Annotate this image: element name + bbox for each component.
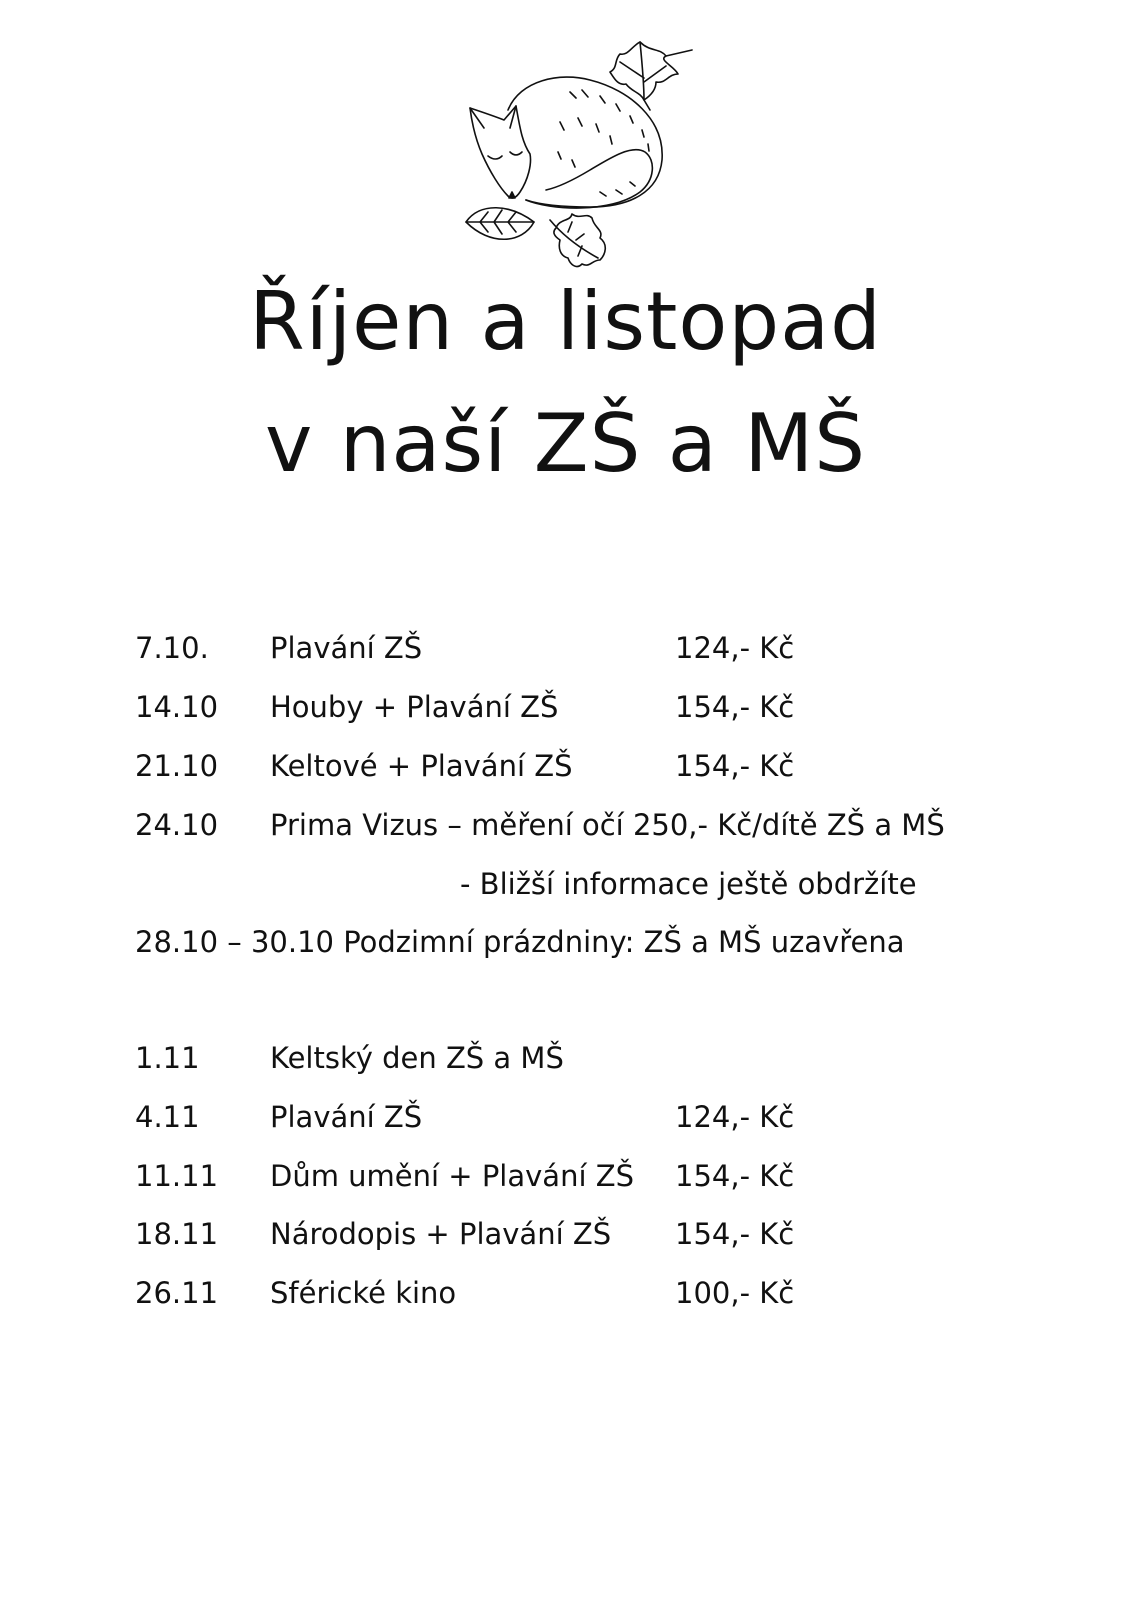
event-price: 154,- Kč xyxy=(675,1159,795,1193)
event-price: 124,- Kč xyxy=(675,631,795,665)
event-name: Prima Vizus – měření očí 250,- Kč/dítě ZŠ a MŠ xyxy=(270,808,945,842)
event-name: Plavání ZŠ xyxy=(270,1100,423,1134)
event-price: 154,- Kč xyxy=(675,690,795,724)
event-name: Plavání ZŠ xyxy=(270,631,423,665)
event-name: Keltové + Plavání ZŠ xyxy=(270,749,573,783)
event-name: Keltský den ZŠ a MŠ xyxy=(270,1041,564,1075)
list-item xyxy=(0,1214,1131,1254)
list-item xyxy=(0,1038,1131,1078)
event-name: Národopis + Plavání ZŠ xyxy=(270,1217,612,1251)
event-note-text: - Bližší informace ještě obdržíte xyxy=(460,867,917,901)
fox-icon xyxy=(470,77,662,208)
event-price: 124,- Kč xyxy=(675,1100,795,1134)
page-title-line-2: v naší ZŠ a MŠ xyxy=(264,397,867,490)
fox-leaves-illustration xyxy=(460,32,710,272)
event-price: 100,- Kč xyxy=(675,1276,795,1310)
page-title-line-1: Říjen a listopad xyxy=(249,275,882,368)
list-item xyxy=(0,1156,1131,1196)
event-date: 21.10 xyxy=(135,749,219,783)
list-item xyxy=(0,805,1131,845)
maple-leaf-icon xyxy=(610,42,692,110)
event-price: 154,- Kč xyxy=(675,1217,795,1251)
list-item xyxy=(0,1097,1131,1137)
event-date: 18.11 xyxy=(135,1217,219,1251)
list-item xyxy=(0,687,1131,727)
oak-leaf-icon xyxy=(550,214,605,266)
event-date: 4.11 xyxy=(135,1100,200,1134)
event-name: Houby + Plavání ZŠ xyxy=(270,690,559,724)
list-item xyxy=(0,746,1131,786)
event-note xyxy=(0,864,1131,904)
list-item xyxy=(0,628,1131,668)
list-item xyxy=(0,1273,1131,1313)
event-date: 7.10. xyxy=(135,631,209,665)
birch-leaf-icon xyxy=(466,208,534,240)
holiday-text: 28.10 – 30.10 Podzimní prázdniny: ZŠ a MŠ uzavřena xyxy=(135,925,905,959)
event-price: 154,- Kč xyxy=(675,749,795,783)
event-date: 11.11 xyxy=(135,1159,219,1193)
event-name: Dům umění + Plavání ZŠ xyxy=(270,1159,635,1193)
event-date: 26.11 xyxy=(135,1276,219,1310)
event-date: 14.10 xyxy=(135,690,219,724)
event-date: 1.11 xyxy=(135,1041,200,1075)
event-date: 24.10 xyxy=(135,808,219,842)
holiday-row xyxy=(0,922,1131,962)
event-name: Sférické kino xyxy=(270,1276,457,1310)
